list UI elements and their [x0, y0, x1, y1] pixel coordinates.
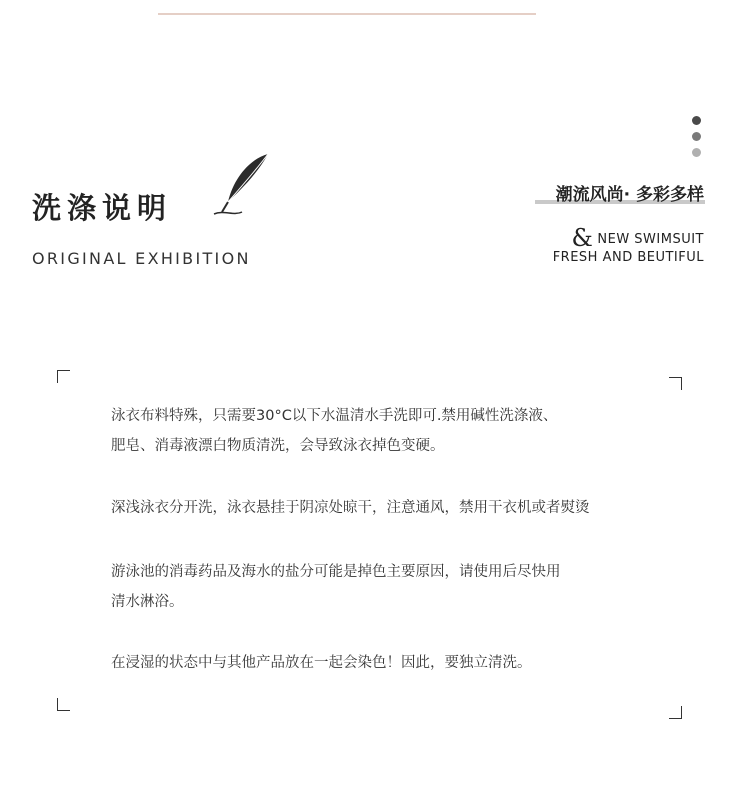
top-accent-line [158, 13, 536, 15]
page-subtitle: ORIGINAL EXHIBITION [32, 249, 251, 268]
care-paragraph-3 [111, 557, 561, 617]
corner-bracket-top-left [57, 370, 70, 383]
dot-dark [692, 116, 701, 125]
paragraph-line: 游泳池的消毒药品及海水的盐分可能是掉色主要原因，请使用后尽快用 [111, 564, 561, 580]
page-title: 洗涤说明 [32, 191, 173, 225]
new-swimsuit-text: NEW SWIMSUIT [597, 232, 704, 247]
new-swimsuit-line [572, 224, 705, 252]
paragraph-line: 泳衣布料特殊，只需要30°C以下水温清水手洗即可.禁用碱性洗涤液、 [111, 408, 558, 424]
paragraph-line: 在浸湿的状态中与其他产品放在一起会染色！因此，要独立清洗。 [111, 655, 532, 671]
care-paragraph-2 [111, 493, 590, 523]
corner-bracket-bottom-right [669, 706, 682, 719]
dot-light [692, 148, 701, 157]
ampersand-glyph: & [571, 224, 594, 252]
paragraph-line: 深浅泳衣分开洗，泳衣悬挂于阴凉处晾干，注意通风，禁用干衣机或者熨烫 [111, 500, 590, 516]
corner-bracket-top-right [669, 377, 682, 390]
dot-medium [692, 132, 701, 141]
paragraph-line: 肥皂、消毒液漂白物质清洗，会导致泳衣掉色变硬。 [111, 438, 445, 454]
care-paragraph-4 [111, 648, 532, 678]
fresh-text: FRESH AND BEUTIFUL [552, 250, 704, 265]
corner-bracket-bottom-left [57, 698, 70, 711]
decorative-dots [692, 116, 702, 164]
slogan-text: 潮流风尚· 多彩多样 [555, 185, 704, 205]
feather-pen-icon [212, 150, 272, 222]
paragraph-line: 清水淋浴。 [111, 594, 184, 610]
care-paragraph-1 [111, 401, 557, 461]
